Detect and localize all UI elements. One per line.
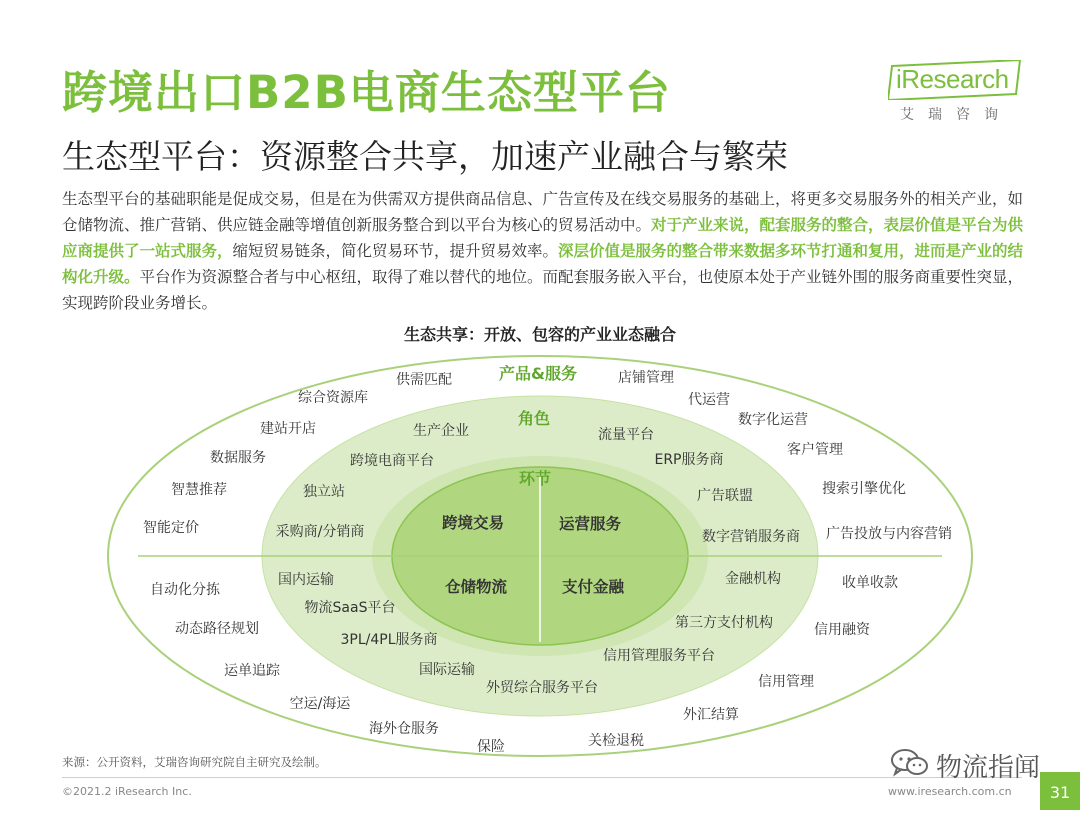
middle-item: 数字营销服务商	[702, 529, 800, 545]
outer-item: 供需匹配	[396, 372, 452, 388]
middle-item: 流量平台	[598, 427, 654, 443]
source-note: 来源：公开资料，艾瑞咨询研究院自主研究及绘制。	[62, 755, 327, 769]
outer-item: 空运/海运	[289, 696, 351, 712]
outer-item: 智慧推荐	[171, 482, 227, 498]
outer-item: 建站开店	[260, 421, 316, 437]
page-subtitle: 生态型平台：资源整合共享，加速产业融合与繁荣	[62, 137, 788, 176]
outer-item: 自动化分拣	[150, 582, 220, 598]
middle-item: 生产企业	[413, 423, 469, 439]
outer-item: 搜索引擎优化	[822, 481, 906, 497]
outer-item: 信用融资	[814, 622, 870, 638]
outer-item: 店铺管理	[618, 370, 674, 386]
middle-item: 信用管理服务平台	[603, 648, 715, 664]
page-number: 31	[1040, 772, 1080, 810]
outer-item: 外汇结算	[683, 707, 739, 723]
watermark-text: 物流指闻	[936, 753, 1041, 783]
outer-item: 保险	[477, 739, 505, 755]
middle-item: 国内运输	[278, 572, 334, 588]
outer-item: 数据服务	[210, 450, 266, 466]
copyright: ©2021.2 iResearch Inc.	[62, 785, 192, 798]
middle-item: 金融机构	[725, 571, 781, 587]
logo-text: iResearch	[896, 64, 1009, 94]
middle-item: ERP服务商	[654, 452, 724, 468]
body-text-3: 平台作为资源整合者与中心枢纽，取得了难以替代的地位。而配套服务嵌入平台，也使原本处于产业链外围的服务商重要性突显，实现跨阶段业务增长。	[62, 268, 1024, 312]
middle-item: 广告联盟	[697, 488, 753, 504]
wechat-icon	[890, 747, 930, 779]
middle-item: 跨境电商平台	[350, 453, 434, 469]
middle-item: 外贸综合服务平台	[486, 680, 598, 696]
outer-item: 综合资源库	[298, 390, 368, 406]
outer-item: 广告投放与内容营销	[826, 526, 952, 542]
core-cross-border-trade: 跨境交易	[441, 514, 505, 532]
outer-item: 数字化运营	[738, 412, 808, 428]
diagram-title: 生态共享：开放、包容的产业业态融合	[403, 325, 676, 344]
middle-item: 物流SaaS平台	[304, 600, 396, 616]
outer-item: 信用管理	[758, 674, 814, 690]
core-payment-finance: 支付金融	[561, 578, 625, 596]
page-title: 跨境出口B2B电商生态型平台	[62, 66, 671, 119]
outer-item: 运单追踪	[224, 663, 280, 679]
outer-item: 收单收款	[842, 575, 898, 591]
footer-divider	[62, 777, 1022, 778]
ring-label-outer: 产品&服务	[499, 364, 577, 383]
ring-label-inner: 环节	[518, 469, 552, 488]
website-url: www.iresearch.com.cn	[888, 785, 1012, 798]
body-highlight-2: 深层价值是服务的整合带来数据多环节打通和复用，进而是产业的结构化升级。	[62, 242, 1024, 286]
body-text-1: 生态型平台的基础职能是促成交易，但是在为供需双方提供商品信息、广告宣传及在线交易服务的基础上，将更多交易服务外的相关产业，如仓储物流、推广营销、供应链金融等增值创新服务整合到以平台为核心的贸易活动中。	[62, 190, 1024, 234]
middle-item: 3PL/4PL服务商	[340, 632, 438, 648]
outer-item: 代运营	[688, 392, 730, 408]
core-warehouse-logistics: 仓储物流	[444, 578, 508, 596]
outer-item: 海外仓服务	[369, 721, 439, 737]
core-operation-service: 运营服务	[558, 515, 622, 533]
middle-item: 采购商/分销商	[275, 524, 365, 540]
outer-item: 动态路径规划	[175, 621, 259, 637]
outer-item: 关检退税	[588, 733, 644, 749]
outer-item: 智能定价	[143, 520, 199, 536]
outer-item: 客户管理	[787, 442, 843, 458]
logo-subtext: 艾瑞咨询	[900, 107, 1012, 123]
middle-item: 第三方支付机构	[675, 615, 773, 631]
body-text-2: 缩短贸易链条，简化贸易环节，提升贸易效率。	[232, 242, 559, 260]
middle-item: 国际运输	[419, 662, 475, 678]
middle-item: 独立站	[303, 484, 345, 500]
body-highlight-1: 对于产业来说，配套服务的整合，表层价值是平台为供应商提供了一站式服务，	[62, 216, 1024, 260]
ring-label-middle: 角色	[517, 409, 551, 428]
